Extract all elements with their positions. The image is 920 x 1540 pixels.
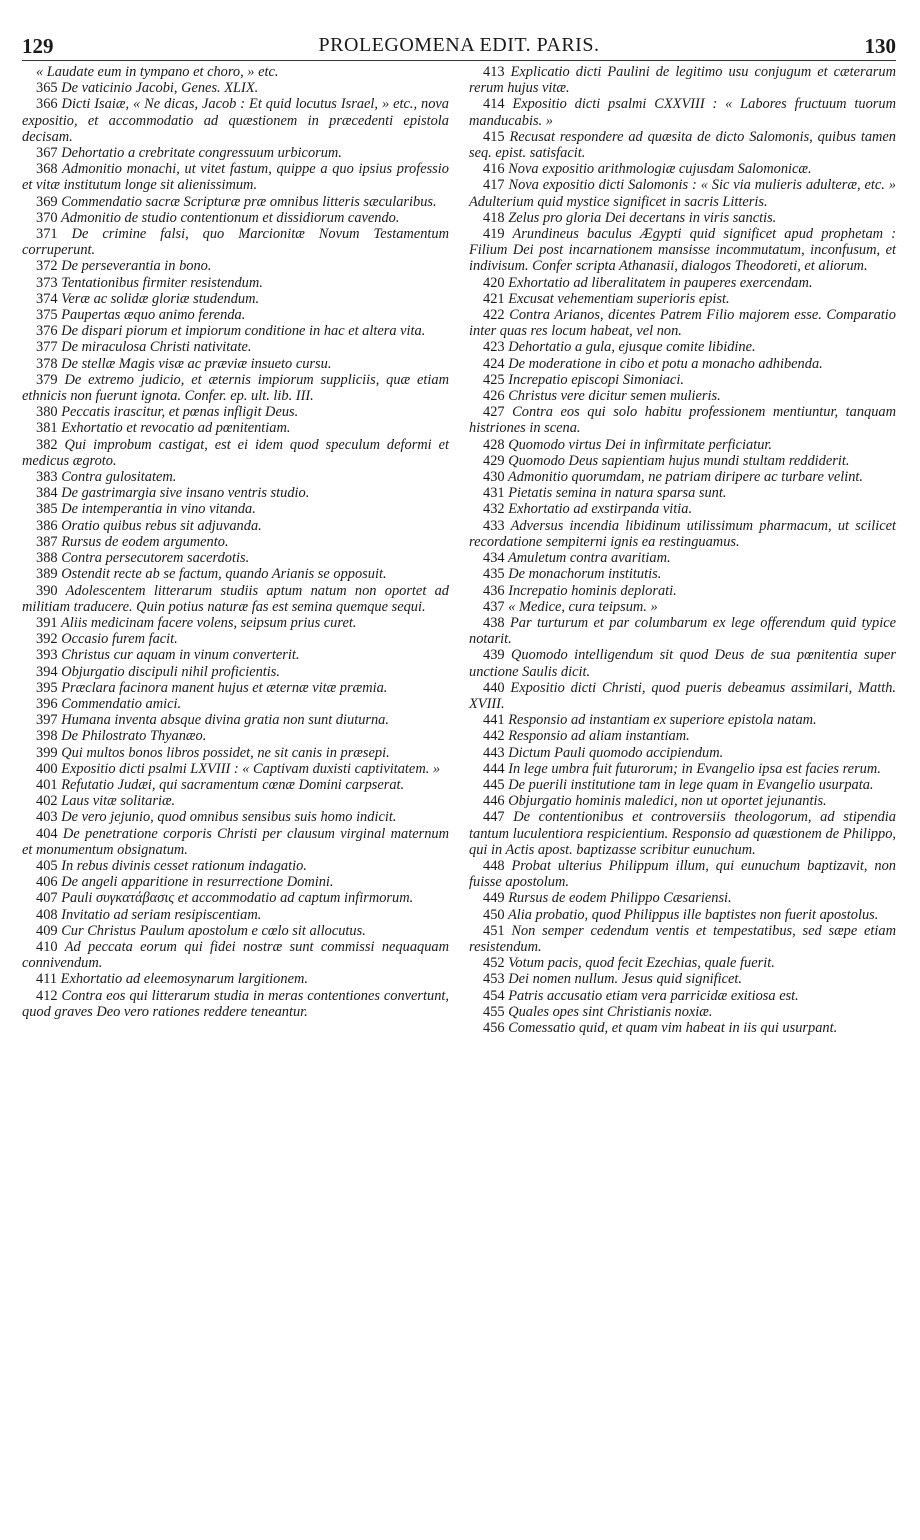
running-title: PROLEGOMENA EDIT. PARIS.	[318, 34, 600, 56]
entry-text: Admonitio monachi, ut vitet fastum, quippe a quo ipsius professio et vitæ institutum longe sit alienissimum.	[22, 161, 449, 194]
entry-text: Quomodo virtus Dei in infirmitate perficiatur.	[508, 436, 773, 453]
index-entry	[22, 809, 449, 825]
entry-text: Adversus incendia libidinum utilissimum pharmacum, ut scilicet recordatione sempiterni ignis ea restinguamus.	[469, 517, 896, 550]
entry-number: 387	[36, 533, 58, 550]
entry-text: Rursus de eodem Philippo Cæsariensi.	[508, 890, 732, 907]
entry-number: 370	[36, 209, 58, 226]
entry-text: Zelus pro gloria Dei decertans in viris sanctis.	[508, 209, 777, 226]
entry-number: 421	[483, 290, 505, 307]
entry-text: Qui improbum castigat, est ei idem quod speculum deformi et medicus ægroto.	[22, 436, 450, 469]
entry-number: 403	[36, 809, 58, 826]
entry-number: 411	[36, 971, 58, 988]
entry-text: Cur Christus Paulum apostolum e cœlo sit allocutus.	[61, 922, 366, 939]
entry-number: 376	[36, 323, 58, 340]
entry-number: 452	[483, 955, 505, 972]
entry-number: 385	[36, 501, 58, 518]
entry-text: Explicatio dicti Paulini de legitimo usu conjugum et cæterarum rerum hujus vitæ.	[469, 64, 896, 97]
index-entry	[22, 923, 449, 939]
entry-text: Objurgatio hominis maledici, non ut oportet jejunantis.	[508, 793, 827, 810]
entry-text: De Philostrato Thyanæo.	[61, 728, 207, 745]
entry-text: De crimine falsi, quo Marcionitæ Novum Testamentum corruperunt.	[22, 226, 449, 259]
entry-text: Excusat vehementiam superioris epist.	[508, 290, 730, 307]
entry-number: 374	[36, 290, 58, 307]
entry-number: 416	[483, 161, 505, 178]
entry-number: 428	[483, 436, 505, 453]
entry-text: De contentionibus et controversiis theologorum, ad stipendia tantum luculentiora respicientium. Responsio ad quæstionem de Philippo, qui in Actis apost. baptizasse scribitur eunuchum.	[469, 809, 896, 858]
entry-text: De perseverantia in bono.	[61, 258, 212, 275]
index-entry	[469, 858, 896, 890]
index-entry	[469, 745, 896, 761]
index-entry	[469, 96, 896, 128]
entry-number: 405	[36, 857, 58, 874]
entry-number: 382	[36, 436, 58, 453]
index-entry	[469, 1020, 896, 1036]
entry-number: 437	[483, 598, 505, 615]
entry-text: De puerili institutione tam in lege quam in Evangelio usurpata.	[508, 776, 874, 793]
index-entry	[469, 453, 896, 469]
entry-text: Alia probatio, quod Philippus ille baptistes non fuerit apostolus.	[507, 906, 879, 923]
index-entry	[22, 469, 449, 485]
entry-number: 443	[483, 744, 505, 761]
index-entry	[469, 437, 896, 453]
entry-text: Pauli συγκατάβασις et accommodatio ad captum infirmorum.	[61, 890, 414, 907]
entry-number: 420	[483, 274, 505, 291]
entry-number: 426	[483, 388, 505, 405]
index-entry	[469, 291, 896, 307]
entry-text: De angeli apparitione in resurrectione Domini.	[61, 874, 334, 891]
index-entry	[469, 161, 896, 177]
entry-text: Peccatis irascitur, et pœnas infligit Deus.	[61, 404, 299, 421]
index-entry	[469, 809, 896, 858]
entry-text: De miraculosa Christi nativitate.	[61, 339, 252, 356]
entry-text: Par turturum et par columbarum ex lege offerendum quid typice notarit.	[469, 614, 896, 648]
entry-text: Expositio dicti psalmi CXXVIII : « Labores fructuum tuorum manducabis. »	[469, 96, 896, 129]
entry-text: Responsio ad aliam instantiam.	[508, 728, 690, 745]
entry-text: Dicti Isaiæ, « Ne dicas, Jacob : Et quid locutus Israel, » etc., nova expositio, et accommodatio ad quæstionem in præcedenti epistola decisam.	[22, 96, 449, 145]
index-entry	[469, 388, 896, 404]
entry-number: 441	[483, 712, 505, 729]
entry-number: 430	[483, 469, 505, 486]
entry-text: In rebus divinis cesset rationum indagatio.	[61, 857, 307, 874]
entry-number: 395	[36, 679, 58, 696]
right-column	[469, 64, 896, 1036]
entry-text: Dictum Pauli quomodo accipiendum.	[508, 744, 724, 761]
entry-text: Exhortatio et revocatio ad pœnitentiam.	[61, 420, 291, 437]
entry-text: Aliis medicinam facere volens, seipsum prius curet.	[60, 614, 357, 631]
entry-text: Votum pacis, quod fecit Ezechias, quale fuerit.	[508, 955, 775, 972]
entry-number: 442	[483, 728, 505, 745]
index-entry	[469, 469, 896, 485]
entry-text: Admonitio quorumdam, ne patriam diripere ac turbare velint.	[507, 469, 864, 486]
entry-number: 365	[36, 80, 58, 97]
index-entry	[22, 194, 449, 210]
index-entry	[469, 712, 896, 728]
entry-number: 425	[483, 371, 505, 388]
index-entry	[22, 404, 449, 420]
entry-number: 455	[483, 1003, 505, 1020]
entry-text: Nova expositio arithmologiæ cujusdam Salomonicæ.	[508, 161, 812, 178]
index-entry	[22, 777, 449, 793]
entry-text: Dehortatio a crebritate congressuum urbicorum.	[61, 145, 342, 162]
entry-text: Contra eos qui solo habitu professionem mentiuntur, tanquam histriones in scena.	[469, 404, 896, 437]
entry-number: 392	[36, 631, 58, 648]
entry-number: 413	[483, 64, 505, 80]
entry-number: 450	[483, 906, 505, 923]
entry-text: Comessatio quid, et quam vim habeat in iis qui usurpant.	[508, 1019, 838, 1036]
index-entry	[22, 485, 449, 501]
entry-number: 391	[36, 614, 58, 631]
index-entry	[22, 339, 449, 355]
entry-number: 454	[483, 987, 505, 1004]
index-entry	[469, 550, 896, 566]
entry-text: Arundineus baculus Ægypti quid significet apud prophetam : Filium Dei post incarnationem mansisse incommutatum, inconfusum, et indivisum. Confer scripta Athanasii, dialogos Theodoreti, et aliorum.	[469, 226, 897, 275]
index-entry	[22, 534, 449, 550]
entry-text: Quomodo Deus sapientiam hujus mundi stultam reddiderit.	[508, 452, 850, 469]
index-entry	[22, 226, 449, 258]
index-entry	[22, 501, 449, 517]
index-entry	[22, 145, 449, 161]
entry-text: Contra Arianos, dicentes Patrem Filio majorem esse. Comparatio inter quas res locum habeat, vel non.	[469, 307, 896, 340]
entry-text: Oratio quibus rebus sit adjuvanda.	[61, 517, 262, 534]
entry-number: 397	[36, 712, 58, 729]
entry-text: Præclara facinora manent hujus et æternæ vitæ præmia.	[61, 679, 388, 696]
index-entry	[22, 939, 449, 971]
index-entry	[469, 971, 896, 987]
index-entry	[22, 971, 449, 987]
entry-text: Humana inventa absque divina gratia non sunt diuturna.	[61, 712, 389, 729]
entry-number: 434	[483, 550, 505, 567]
entry-text: Invitatio ad seriam resipiscentiam.	[61, 906, 262, 923]
entry-text: Patris accusatio etiam vera parricidæ exitiosa est.	[508, 987, 799, 1004]
index-entry	[22, 275, 449, 291]
entry-number: 373	[36, 274, 58, 291]
entry-text: Recusat respondere ad quæsita de dicto Salomonis, quibus tamen seq. epist. satisfacit.	[469, 128, 896, 162]
index-entry	[22, 437, 449, 469]
entry-text: Admonitio de studio contentionum et dissidiorum cavendo.	[60, 209, 400, 226]
index-entry	[469, 761, 896, 777]
entry-text: Responsio ad instantiam ex superiore epistola natam.	[508, 712, 817, 729]
two-column-body	[22, 64, 896, 1036]
entry-text: « Laudate eum in tympano et choro, » etc.	[36, 64, 279, 80]
entry-text: « Medice, cura teipsum. »	[508, 598, 658, 615]
entry-number: 444	[483, 760, 505, 777]
index-entry	[22, 291, 449, 307]
entry-text: Expositio dicti Christi, quod pueris debeamus assimilari, Matth. XVIII.	[469, 679, 896, 712]
index-entry	[22, 728, 449, 744]
index-entry	[469, 955, 896, 971]
entry-number: 404	[36, 825, 58, 842]
index-entry	[22, 890, 449, 906]
entry-number: 380	[36, 404, 58, 421]
index-entry	[22, 858, 449, 874]
index-entry	[469, 988, 896, 1004]
entry-text: De moderatione in cibo et potu a monacho adhibenda.	[508, 355, 823, 372]
entry-number: 390	[36, 582, 58, 599]
index-entry	[22, 615, 449, 631]
entry-text: Exhortatio ad exstirpanda vitia.	[508, 501, 693, 518]
entry-number: 429	[483, 452, 505, 469]
index-entry	[469, 907, 896, 923]
entry-number: 415	[483, 128, 505, 145]
entry-number: 407	[36, 890, 58, 907]
index-entry	[22, 647, 449, 663]
entry-number: 378	[36, 355, 58, 372]
index-entry	[22, 80, 449, 96]
entry-text: Exhortatio ad liberalitatem in pauperes exercendam.	[508, 274, 813, 291]
index-entry	[22, 420, 449, 436]
entry-number: 381	[36, 420, 58, 437]
entry-text: Dei nomen nullum. Jesus quid significet.	[508, 971, 743, 988]
index-entry	[469, 680, 896, 712]
entry-text: De extremo judicio, et æternis impiorum suppliciis, quæ etiam ethnicis non fuerunt ignota. Confer. ep. ult. lib. III.	[22, 371, 449, 405]
entry-text: In lege umbra fuit futurorum; in Evangelio ipsa est facies rerum.	[508, 760, 881, 777]
entry-number: 451	[483, 922, 505, 939]
entry-number: 409	[36, 922, 58, 939]
index-entry	[22, 210, 449, 226]
entry-number: 446	[483, 793, 505, 810]
index-entry	[22, 631, 449, 647]
entry-number: 427	[483, 404, 505, 421]
entry-number: 456	[483, 1019, 505, 1036]
entry-text: Refutatio Judæi, qui sacramentum cœnæ Domini carpserat.	[61, 776, 405, 793]
index-entry	[22, 518, 449, 534]
entry-text: Paupertas æquo animo ferenda.	[61, 307, 246, 324]
page-number-right: 130	[864, 34, 896, 58]
entry-text: Christus vere dicitur semen mulieris.	[508, 388, 721, 405]
entry-text: Probat ulterius Philippum illum, qui eunuchum baptizavit, non fuisse apostolum.	[469, 857, 896, 891]
entry-number: 408	[36, 906, 58, 923]
index-entry	[22, 566, 449, 582]
entry-number: 366	[36, 96, 58, 113]
page-number-left: 129	[22, 34, 54, 58]
index-entry	[469, 404, 896, 436]
entry-text: Increpatio hominis deplorati.	[508, 582, 677, 599]
entry-number: 371	[36, 226, 58, 243]
index-entry	[469, 923, 896, 955]
entry-number: 389	[36, 566, 58, 583]
entry-number: 367	[36, 145, 58, 162]
running-header	[22, 34, 896, 60]
entry-text: Christus cur aquam in vinum converterit.	[61, 647, 300, 664]
index-entry	[22, 583, 449, 615]
entry-number: 453	[483, 971, 505, 988]
entry-number: 384	[36, 485, 58, 502]
entry-text: Contra eos qui litterarum studia in meras contentiones convertunt, quod graves Deo vero rationes reddere teneantur.	[22, 987, 449, 1020]
entry-number: 398	[36, 728, 58, 745]
entry-text: Ostendit recte ab se factum, quando Arianis se opposuit.	[61, 566, 387, 583]
entry-number: 436	[483, 582, 505, 599]
entry-number: 379	[36, 371, 58, 388]
index-entry	[22, 258, 449, 274]
entry-number: 372	[36, 258, 58, 275]
entry-number: 417	[483, 177, 505, 194]
index-entry	[469, 793, 896, 809]
entry-text: De dispari piorum et impiorum conditione in hac et altera vita.	[61, 323, 426, 340]
entry-number: 412	[36, 987, 58, 1004]
index-entry	[469, 307, 896, 339]
entry-text: De penetratione corporis Christi per clausum virginal maternum et monumentum obsignatum.	[22, 825, 449, 858]
entry-number: 449	[483, 890, 505, 907]
left-column	[22, 64, 449, 1036]
entry-text: De intemperantia in vino vitanda.	[61, 501, 256, 518]
index-entry	[469, 501, 896, 517]
entry-number: 423	[483, 339, 505, 356]
index-entry	[469, 275, 896, 291]
entry-number: 438	[483, 614, 505, 631]
index-entry	[469, 226, 896, 275]
entry-number: 393	[36, 647, 58, 664]
entry-number: 377	[36, 339, 58, 356]
entry-text: Commendatio sacræ Scripturæ præ omnibus litteris sæcularibus.	[61, 193, 437, 210]
entry-number: 399	[36, 744, 58, 761]
index-entry	[22, 712, 449, 728]
index-entry	[22, 793, 449, 809]
entry-text: Pietatis semina in natura sparsa sunt.	[508, 485, 727, 502]
entry-number: 383	[36, 469, 58, 486]
entry-text: Contra persecutorem sacerdotis.	[61, 550, 250, 567]
index-entry	[469, 372, 896, 388]
entry-number: 369	[36, 193, 58, 210]
entry-number: 394	[36, 663, 58, 680]
index-entry	[469, 485, 896, 501]
entry-number: 448	[483, 857, 505, 874]
entry-number: 368	[36, 161, 58, 178]
entry-text: De stellæ Magis visæ ac præviæ insueto cursu.	[61, 355, 332, 372]
entry-number: 410	[36, 938, 58, 955]
entry-number: 402	[36, 793, 58, 810]
entry-number: 440	[483, 679, 505, 696]
entry-text: Objurgatio discipuli nihil proficientis.	[61, 663, 280, 680]
entry-text: Rursus de eodem argumento.	[61, 533, 229, 550]
entry-number: 445	[483, 776, 505, 793]
index-entry	[22, 680, 449, 696]
entry-text: Amuletum contra avaritiam.	[507, 550, 671, 567]
entry-text: De gastrimargia sive insano ventris studio.	[61, 485, 310, 502]
entry-text: Veræ ac solidæ gloriæ studendum.	[61, 290, 260, 307]
entry-text: Expositio dicti psalmi LXVIII : « Captivam duxisti captivitatem. »	[61, 760, 441, 777]
index-entry	[469, 647, 896, 679]
entry-number: 388	[36, 550, 58, 567]
index-entry	[22, 907, 449, 923]
index-entry	[469, 210, 896, 226]
entry-text: Commendatio amici.	[61, 695, 182, 712]
index-entry	[22, 761, 449, 777]
index-entry	[469, 177, 896, 209]
index-entry	[469, 777, 896, 793]
entry-text: De vero jejunio, quod omnibus sensibus suis homo indicit.	[61, 809, 397, 826]
index-entry	[22, 988, 449, 1020]
entry-number: 447	[483, 809, 505, 826]
index-entry	[22, 826, 449, 858]
entry-number: 433	[483, 517, 505, 534]
index-entry	[22, 323, 449, 339]
index-entry	[22, 96, 449, 145]
index-entry	[22, 550, 449, 566]
index-entry	[22, 64, 449, 80]
index-entry	[469, 356, 896, 372]
entry-number: 396	[36, 695, 58, 712]
entry-text: Ad peccata eorum qui fidei nostræ sunt commissi nequaquam connivendum.	[22, 938, 449, 972]
index-entry	[469, 1004, 896, 1020]
entry-text: Nova expositio dicti Salomonis : « Sic via mulieris adulteræ, etc. » Adulterium quid mystice significet in sacris Litteris.	[469, 177, 896, 210]
index-entry	[22, 161, 449, 193]
index-entry	[22, 745, 449, 761]
index-entry	[22, 664, 449, 680]
index-entry	[469, 64, 896, 96]
entry-number: 375	[36, 307, 58, 324]
entry-number: 424	[483, 355, 505, 372]
index-entry	[22, 307, 449, 323]
entry-number: 435	[483, 566, 505, 583]
index-entry	[469, 339, 896, 355]
entry-text: Contra gulositatem.	[61, 469, 177, 486]
entry-number: 401	[36, 776, 58, 793]
index-entry	[469, 583, 896, 599]
entry-text: Increpatio episcopi Simoniaci.	[508, 371, 684, 388]
index-entry	[469, 518, 896, 550]
entry-text: Laus vitæ solitariæ.	[61, 793, 176, 810]
entry-number: 386	[36, 517, 58, 534]
entry-text: Quomodo intelligendum sit quod Deus de sua pœnitentia super unctione Saulis dicit.	[469, 647, 896, 680]
entry-text: Non semper cedendum ventis et tempestatibus, sed sæpe etiam resistendum.	[469, 922, 896, 955]
entry-number: 422	[483, 307, 505, 324]
index-entry	[469, 129, 896, 161]
header-rule	[22, 60, 896, 61]
entry-text: Tentationibus firmiter resistendum.	[61, 274, 263, 291]
entry-text: Quales opes sint Christianis noxiæ.	[508, 1003, 713, 1020]
index-entry	[469, 728, 896, 744]
entry-number: 419	[483, 226, 505, 243]
entry-number: 431	[483, 485, 505, 502]
entry-text: Adolescentem litterarum studiis aptum natum non oportet ad militiam traducere. Quin potius naturæ fas est semina quemque sequi.	[22, 582, 449, 615]
entry-number: 432	[483, 501, 505, 518]
entry-number: 400	[36, 760, 58, 777]
index-entry	[469, 599, 896, 615]
entry-text: De monachorum institutis.	[508, 566, 662, 583]
entry-text: De vaticinio Jacobi, Genes. XLIX.	[61, 80, 259, 97]
entry-text: Occasio furem facit.	[61, 631, 178, 648]
index-entry	[22, 356, 449, 372]
index-entry	[22, 696, 449, 712]
index-entry	[469, 890, 896, 906]
entry-number: 439	[483, 647, 505, 664]
entry-text: Dehortatio a gula, ejusque comite libidine.	[508, 339, 756, 356]
entry-number: 418	[483, 209, 505, 226]
index-entry	[469, 566, 896, 582]
entry-number: 406	[36, 874, 58, 891]
index-entry	[22, 372, 449, 404]
entry-number: 414	[483, 96, 505, 113]
index-entry	[22, 874, 449, 890]
entry-text: Exhortatio ad eleemosynarum largitionem.	[60, 971, 308, 988]
entry-text: Qui multos bonos libros possidet, ne sit canis in præsepi.	[61, 744, 390, 761]
index-entry	[469, 615, 896, 647]
